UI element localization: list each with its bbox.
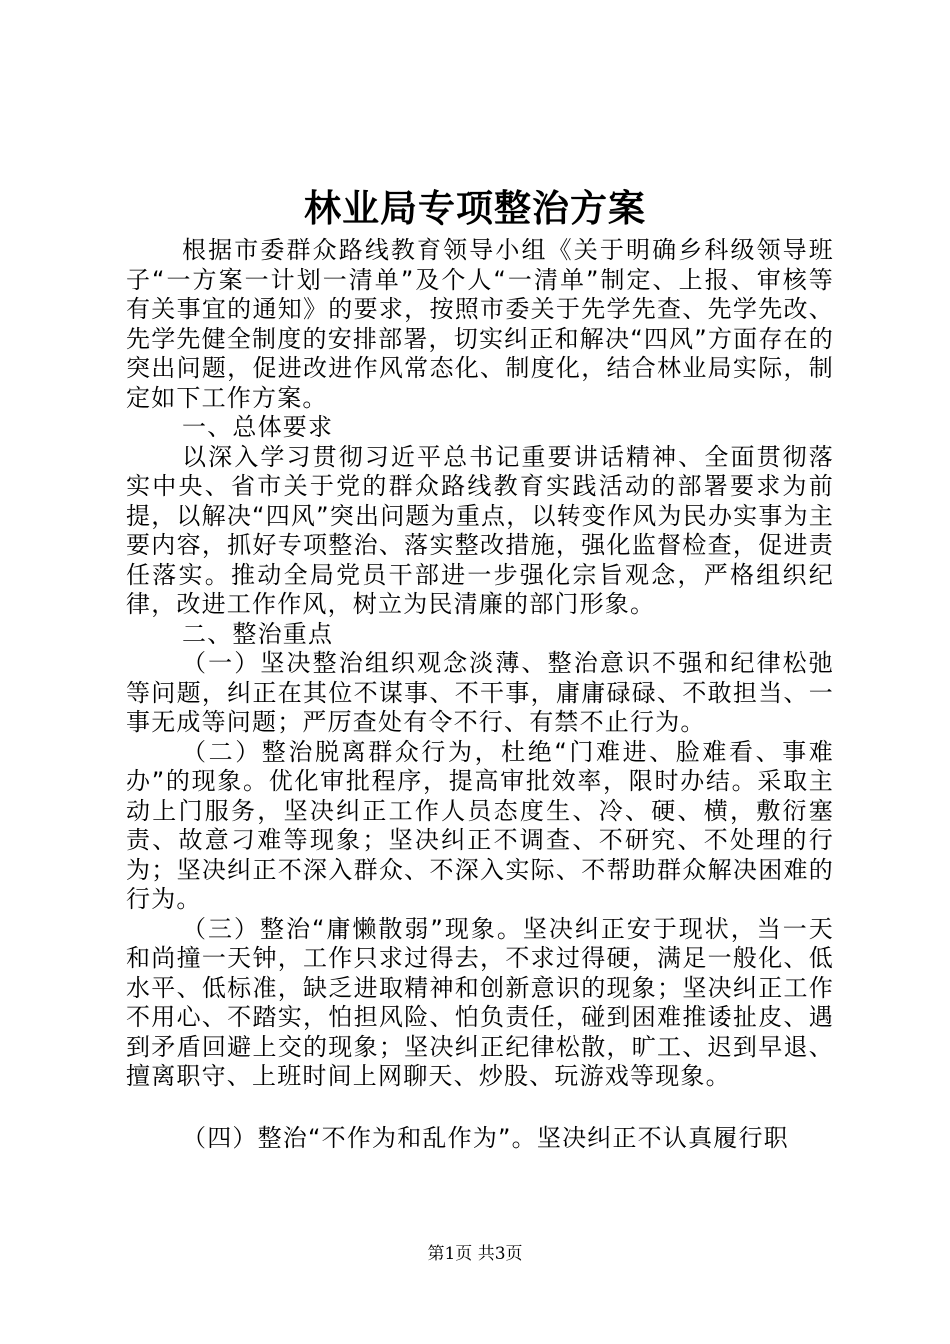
key-point-2-paragraph: （二）整治脱离群众行为，杜绝“门难进、脸难看、事难办”的现象。优化审批程序，提高审批效率，限时办结。采取主动上门服务，坚决纠正工作人员态度生、冷、硬、横，敷衍塞责、故意刁难等现象；坚决纠正不调查、不研究、不处理的行为；坚决纠正不深入群众、不深入实际、不帮助群众解决困难的行为。: [126, 737, 834, 913]
intro-paragraph: 根据市委群众路线教育领导小组《关于明确乡科级领导班子“一方案一计划一清单”及个人“一清单”制定、上报、审核等有关事宜的通知》的要求，按照市委关于先学先查、先学先改、先学先健全制度的安排部署，切实纠正和解决“四风”方面存在的突出问题，促进改进作风常态化、制度化，结合林业局实际，制定如下工作方案。: [126, 236, 834, 412]
document-title: 林业局专项整治方案: [304, 186, 646, 230]
section-heading-key-points: 二、整治重点: [182, 619, 334, 648]
document-body: [126, 236, 834, 1153]
general-requirements-paragraph: 以深入学习贯彻习近平总书记重要讲话精神、全面贯彻落实中央、省市关于党的群众路线教育实践活动的部署要求为前提，以解决“四风”突出问题为重点，以转变作风为民办实事为主要内容，抓好专项整治、落实整改措施，强化监督检查，促进责任落实。推动全局党员干部进一步强化宗旨观念，严格组织纪律，改进工作作风，树立为民清廉的部门形象。: [126, 442, 834, 618]
page-footer: 第1页 共3页: [427, 1244, 523, 1264]
key-point-3-paragraph: （三）整治“庸懒散弱”现象。坚决纠正安于现状，当一天和尚撞一天钟，工作只求过得去，不求过得硬，满足一般化、低水平、低标准，缺乏进取精神和创新意识的现象；坚决纠正工作不用心、不踏实，怕担风险、怕负责任，碰到困难推诿扯皮、遇到矛盾回避上交的现象；坚决纠正纪律松散，旷工、迟到早退、擅离职守、上班时间上网聊天、炒股、玩游戏等现象。: [126, 914, 834, 1090]
key-point-4-paragraph: （四）整治“不作为和乱作为”。坚决纠正不认真履行职: [182, 1123, 789, 1152]
section-heading-general-requirements: 一、总体要求: [182, 413, 334, 441]
key-point-1-paragraph: （一）坚决整治组织观念淡薄、整治意识不强和纪律松弛等问题，纠正在其位不谋事、不干事，庸庸碌碌、不敢担当、一事无成等问题；严厉查处有令不行、有禁不止行为。: [126, 649, 834, 736]
